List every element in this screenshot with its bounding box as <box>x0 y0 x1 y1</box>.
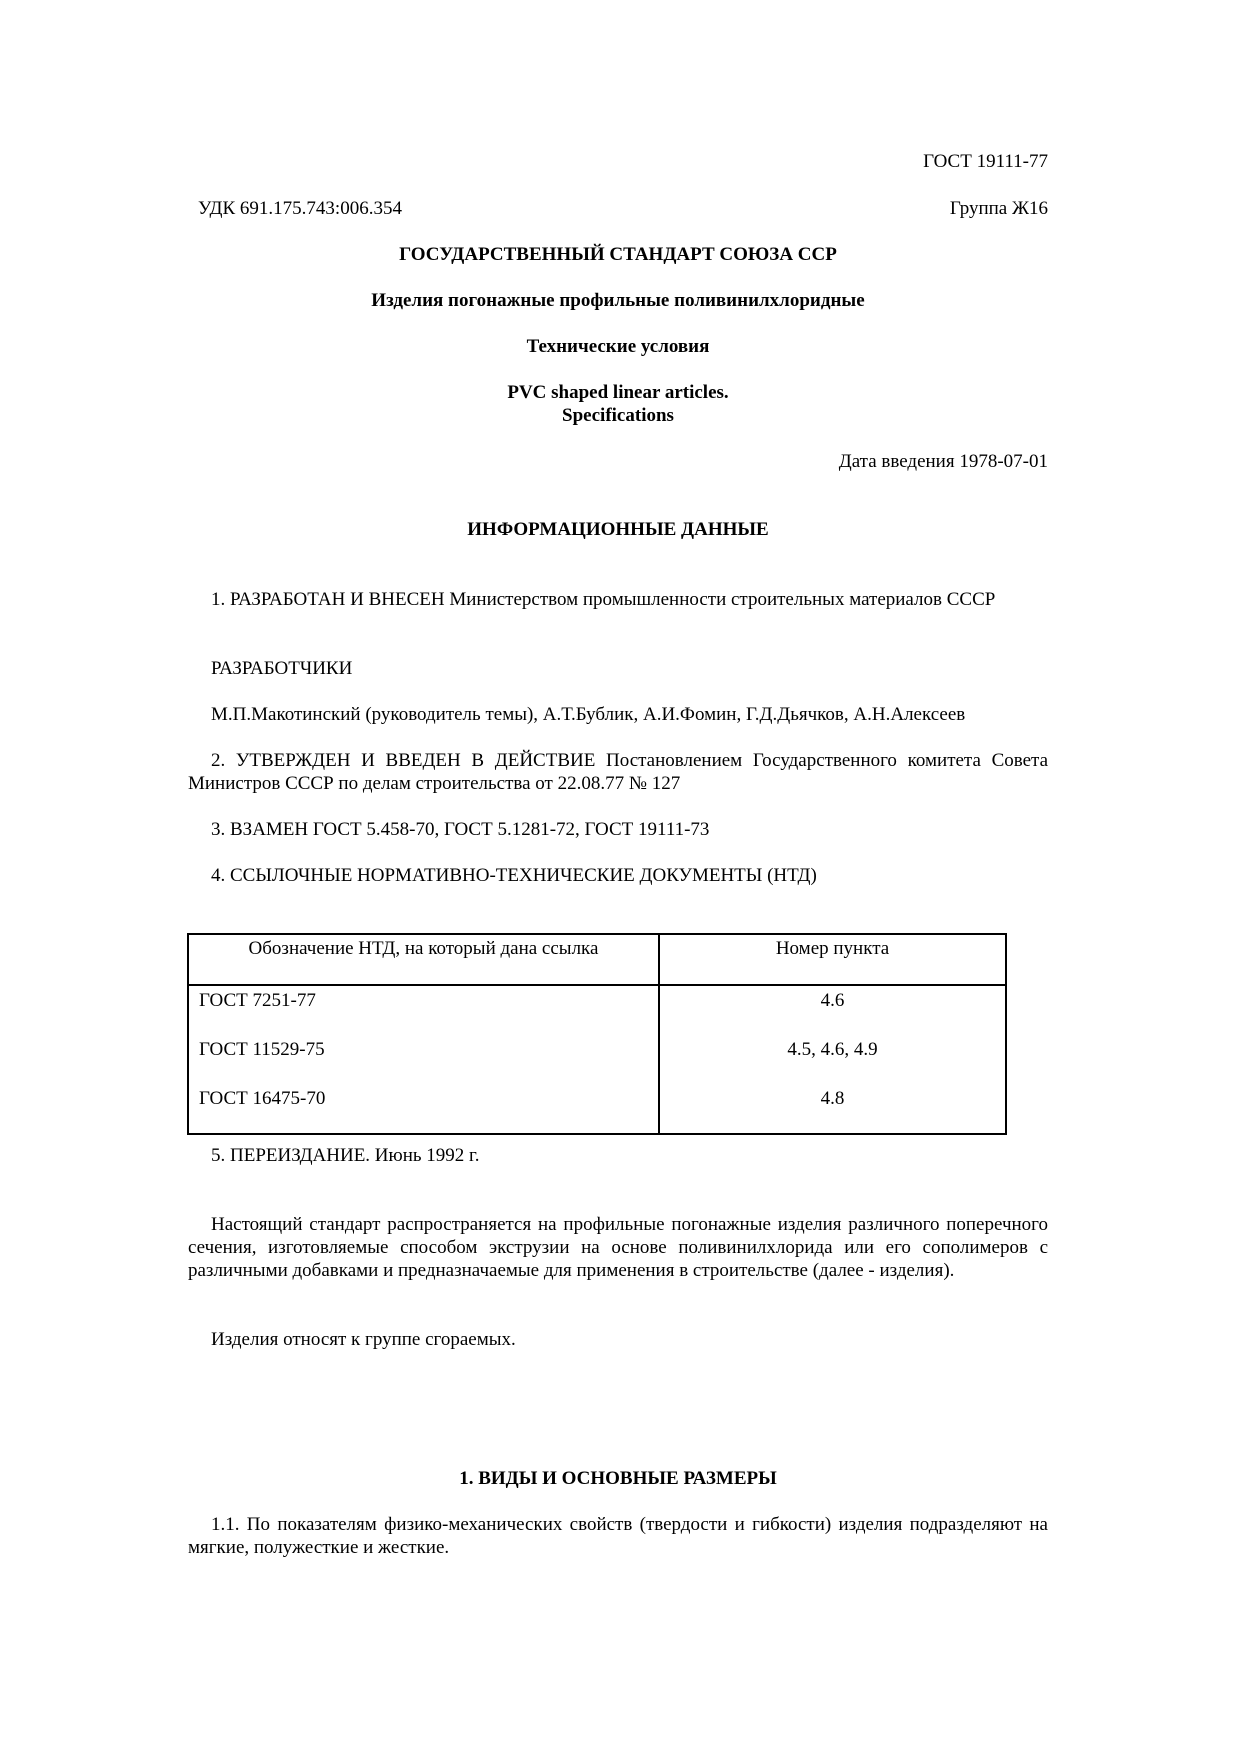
product-title-ru: Изделия погонажные профильные поливинилхлоридные <box>371 290 865 311</box>
ntd-reference-table <box>187 933 1007 1135</box>
developers-list: М.П.Макотинский (руководитель темы), А.Т.Бублик, А.И.Фомин, Г.Д.Дьячков, А.Н.Алексеев <box>211 704 966 725</box>
info-item-2: 2. УТВЕРЖДЕН И ВВЕДЕН В ДЕЙСТВИЕ Постановлением Государственного комитета Совета Министров СССР по делам строительства от 22.08.77 № 127 <box>188 750 1048 794</box>
spec-title-ru: Технические условия <box>526 336 710 357</box>
table-cell-clause: 4.5, 4.6, 4.9 <box>787 1039 878 1060</box>
table-cell-doc: ГОСТ 16475-70 <box>188 1084 659 1134</box>
table-header-clause: Номер пункта <box>659 934 1006 985</box>
state-standard-title: ГОСУДАРСТВЕННЫЙ СТАНДАРТ СОЮЗА ССР <box>399 244 837 265</box>
table-cell-doc: ГОСТ 7251-77 <box>188 985 659 1035</box>
group-code: Группа Ж16 <box>949 198 1048 219</box>
section-1-heading: 1. ВИДЫ И ОСНОВНЫЕ РАЗМЕРЫ <box>459 1468 777 1489</box>
table-cell-clause: 4.8 <box>820 1088 845 1109</box>
info-item-5: 5. ПЕРЕИЗДАНИЕ. Июнь 1992 г. <box>211 1145 480 1166</box>
table-cell-doc: ГОСТ 11529-75 <box>188 1035 659 1084</box>
info-heading: ИНФОРМАЦИОННЫЕ ДАННЫЕ <box>467 519 769 540</box>
intro-date: Дата введения 1978-07-01 <box>838 451 1048 472</box>
clause-1-1: 1.1. По показателям физико-механических свойств (твердости и гибкости) изделия подразделяют на мягкие, полужесткие и жесткие. <box>188 1514 1048 1558</box>
product-title-en-line2: Specifications <box>562 405 674 426</box>
info-item-1: 1. РАЗРАБОТАН И ВНЕСЕН Министерством промышленности строительных материалов СССР <box>211 589 996 610</box>
flammability-paragraph: Изделия относят к группе сгораемых. <box>211 1329 516 1350</box>
info-item-4: 4. ССЫЛОЧНЫЕ НОРМАТИВНО-ТЕХНИЧЕСКИЕ ДОКУМЕНТЫ (НТД) <box>211 865 817 886</box>
info-item-3: 3. ВЗАМЕН ГОСТ 5.458-70, ГОСТ 5.1281-72, ГОСТ 19111-73 <box>211 819 710 840</box>
scope-paragraph: Настоящий стандарт распространяется на профильные погонажные изделия различного поперечного сечения, изготовляемые способом экструзии на основе поливинилхлорида или его сополимеров с различными добавками и предназначаемые для применения в строительстве (далее - изделия). <box>188 1214 1048 1281</box>
developers-label: РАЗРАБОТЧИКИ <box>211 658 353 679</box>
udk-code: УДК 691.175.743:006.354 <box>198 198 402 219</box>
table-cell-clause: 4.6 <box>820 990 845 1011</box>
table-header-doc: Обозначение НТД, на который дана ссылка <box>188 934 659 985</box>
table-row <box>188 985 1006 1035</box>
table-header-row <box>188 934 1006 985</box>
table-row <box>188 1084 1006 1134</box>
gost-number: ГОСТ 19111-77 <box>923 151 1048 172</box>
table-row <box>188 1035 1006 1084</box>
product-title-en-line1: PVC shaped linear articles. <box>507 382 729 403</box>
